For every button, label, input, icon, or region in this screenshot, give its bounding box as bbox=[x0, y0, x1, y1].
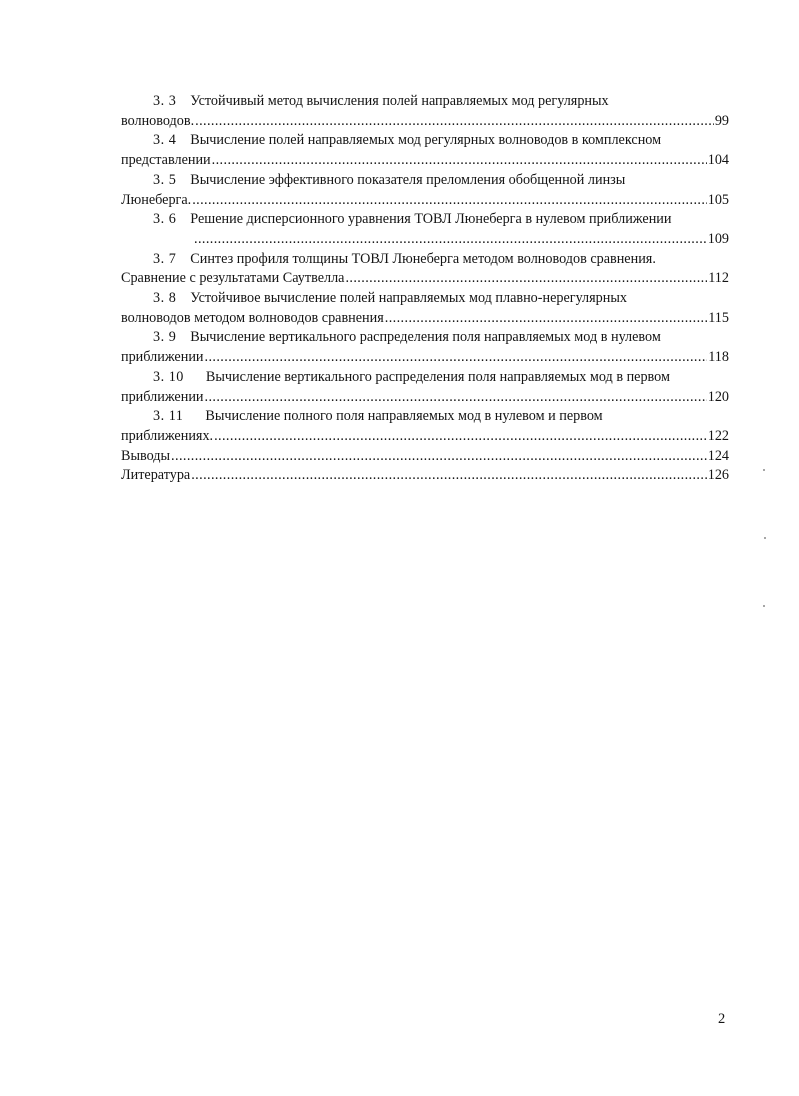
toc-entry-page: 126 bbox=[707, 467, 729, 484]
page-number: 2 bbox=[718, 1011, 726, 1027]
toc-entry-number: 3. 5 bbox=[153, 171, 177, 188]
toc-entry-title-cont: волноводов методом волноводов сравнения bbox=[121, 309, 384, 326]
dot-leader bbox=[345, 269, 707, 289]
toc-entry-page: 99 bbox=[714, 112, 729, 129]
toc-entry-title: Вычисление эффективного показателя преломления обобщенной линзы bbox=[190, 171, 626, 188]
dot-leader bbox=[171, 447, 707, 467]
dot-leader bbox=[214, 427, 707, 447]
toc-entry-3-4[interactable] bbox=[121, 131, 729, 170]
toc-entry-literature[interactable] bbox=[121, 466, 729, 486]
toc-entry-title: Устойчивый метод вычисления полей направляемых мод регулярных bbox=[190, 93, 609, 109]
dot-leader bbox=[212, 151, 707, 171]
toc-entry-title-cont: приближениях. bbox=[121, 427, 214, 444]
toc-entry-3-3[interactable] bbox=[121, 92, 729, 131]
dot-leader bbox=[191, 466, 706, 486]
toc-entry-conclusions[interactable] bbox=[121, 447, 729, 467]
toc-entry-number: 3. 6 bbox=[153, 211, 177, 228]
toc-entry-title: Устойчивое вычисление полей направляемых мод плавно-нерегулярных bbox=[190, 290, 627, 307]
toc-entry-title-cont: приближении bbox=[121, 388, 204, 405]
toc-entry-title: Вычисление полей направляемых мод регулярных волноводов в комплексном bbox=[190, 132, 662, 149]
toc-entry-number: 3. 4 bbox=[153, 132, 177, 149]
toc-entry-title: Синтез профиля толщины ТОВЛ Люнеберга методом волноводов сравнения. bbox=[190, 250, 656, 267]
toc-entry-page: 115 bbox=[708, 309, 729, 326]
toc-entry-3-7[interactable] bbox=[121, 250, 729, 289]
scan-speck bbox=[764, 537, 766, 539]
dot-leader bbox=[192, 191, 707, 211]
toc-entry-number: 3. 10 bbox=[153, 368, 184, 385]
toc-entry-page: 124 bbox=[707, 447, 729, 464]
toc-entry-3-11[interactable] bbox=[121, 407, 729, 446]
toc-entry-title: Выводы bbox=[121, 447, 171, 464]
toc-entry-page: 105 bbox=[707, 191, 729, 208]
toc-entry-3-8[interactable] bbox=[121, 289, 729, 328]
toc-entry-title-cont: представлении bbox=[121, 152, 211, 169]
toc-entry-title-cont: Сравнение с результатами Саутвелла bbox=[121, 270, 345, 287]
toc-entry-title: Вычисление полного поля направляемых мод в нулевом и первом bbox=[205, 408, 603, 425]
toc-entry-title: Решение дисперсионного уравнения ТОВЛ Люнеберга в нулевом приближении bbox=[190, 211, 672, 228]
toc-entry-number: 3. 3 bbox=[153, 93, 177, 109]
scan-speck bbox=[763, 469, 765, 471]
toc-entry-3-10[interactable] bbox=[121, 368, 729, 407]
toc-entry-page: 109 bbox=[707, 230, 729, 247]
toc-entry-title: Вычисление вертикального распределения поля направляемых мод в первом bbox=[205, 368, 670, 385]
toc-entry-number: 3. 9 bbox=[153, 329, 177, 346]
toc-entry-number: 3. 11 bbox=[153, 408, 184, 425]
toc-entry-title-cont: волноводов. bbox=[121, 112, 195, 129]
toc-entry-title: Литература bbox=[121, 467, 191, 484]
scan-speck bbox=[763, 605, 765, 607]
toc-entry-title: Вычисление вертикального распределения поля направляемых мод в нулевом bbox=[190, 329, 661, 346]
toc-entry-title-cont: приближении bbox=[121, 349, 204, 366]
dot-leader bbox=[385, 309, 707, 329]
toc-entry-page: 122 bbox=[707, 427, 729, 444]
toc-entry-3-9[interactable] bbox=[121, 328, 729, 367]
toc-entry-number: 3. 7 bbox=[153, 250, 177, 267]
toc-entry-page: 112 bbox=[708, 270, 729, 287]
toc-entry-title-cont: Люнеберга. bbox=[121, 191, 192, 208]
dot-leader bbox=[205, 348, 708, 368]
toc-entry-3-6[interactable] bbox=[121, 210, 729, 249]
toc-entry-3-5[interactable] bbox=[121, 171, 729, 210]
dot-leader bbox=[205, 388, 707, 408]
toc-entry-page: 120 bbox=[707, 388, 729, 405]
dot-leader bbox=[194, 230, 707, 250]
table-of-contents bbox=[121, 92, 729, 486]
toc-entry-number: 3. 8 bbox=[153, 290, 177, 307]
toc-entry-page: 118 bbox=[708, 349, 729, 366]
toc-entry-page: 104 bbox=[707, 152, 729, 169]
dot-leader bbox=[195, 112, 714, 132]
